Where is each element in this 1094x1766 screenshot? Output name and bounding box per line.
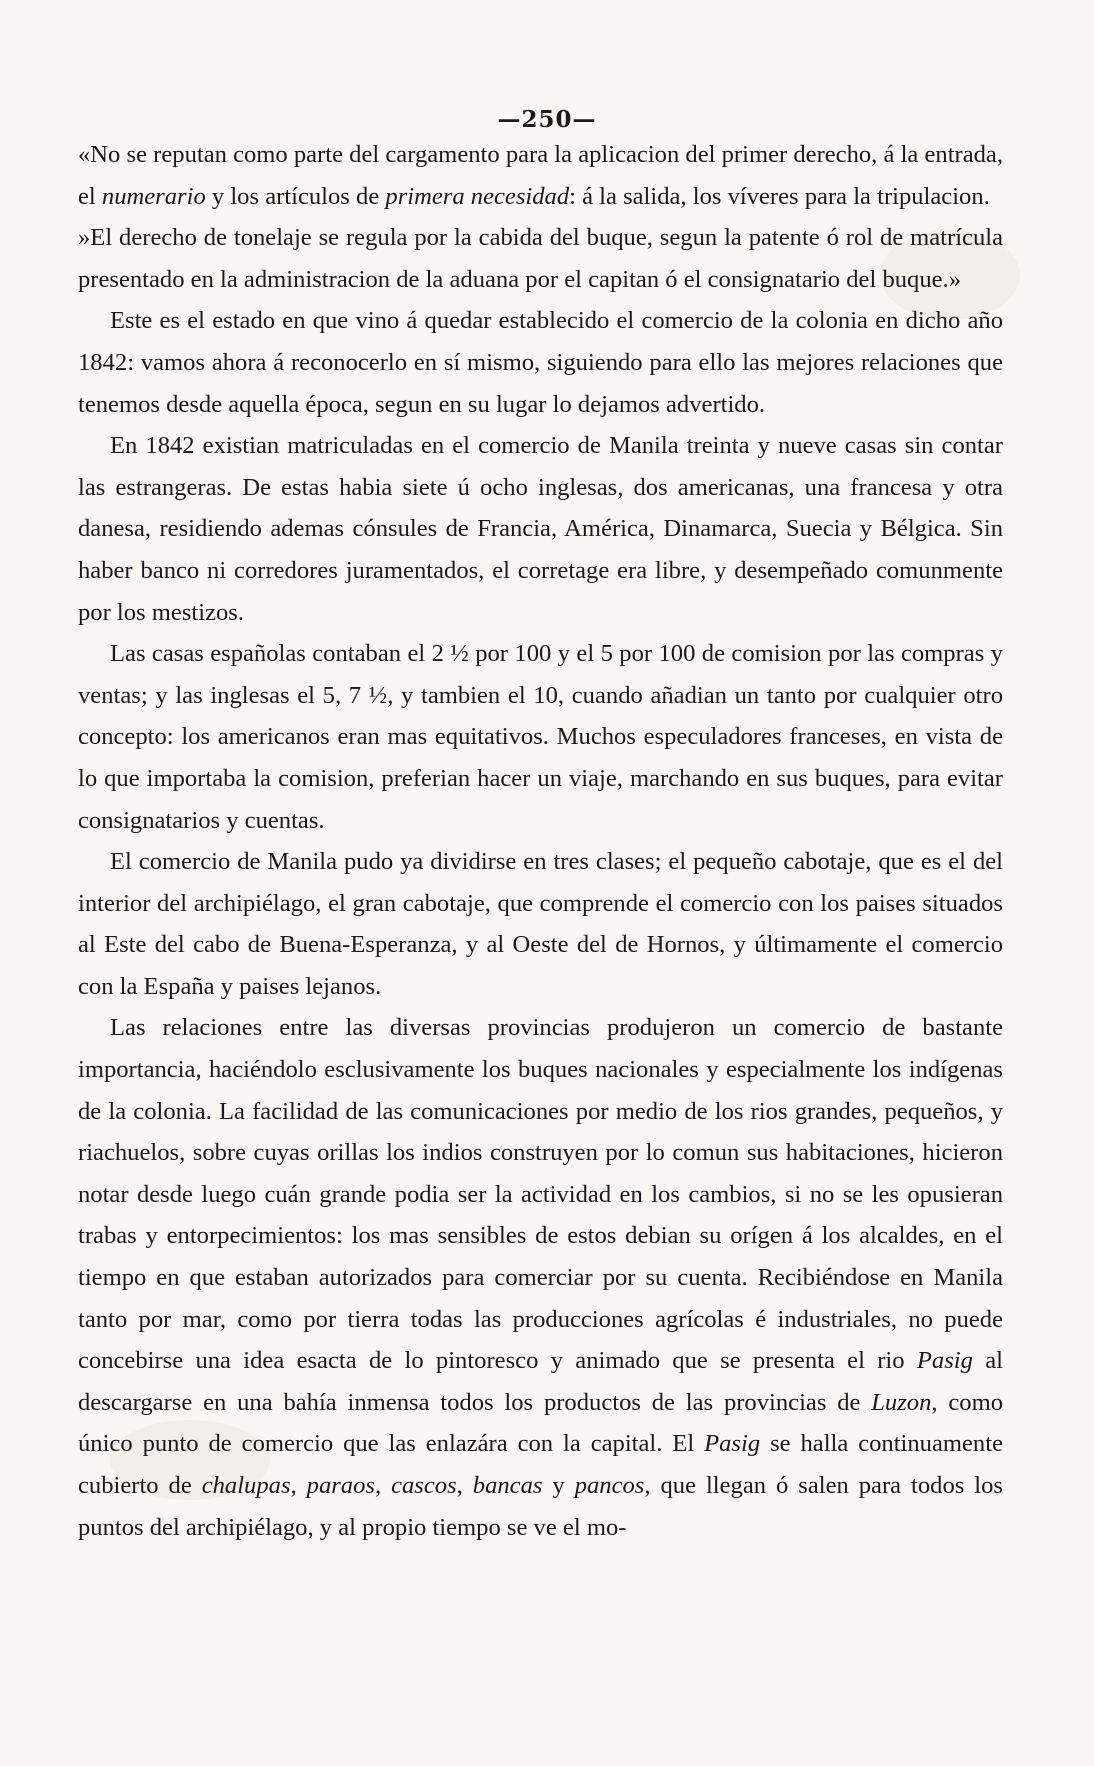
italic-term: Luzon [871, 1388, 932, 1416]
italic-term: Pasig [916, 1347, 973, 1375]
text-run: al descargarse en una bahía inmensa todos los productos de las provincias de [78, 1347, 1003, 1416]
body-text [78, 134, 1003, 1548]
text-run: se halla continuamente cubierto de [78, 1430, 1003, 1499]
page-number: —250— [497, 106, 597, 133]
italic-term: cascos [391, 1472, 457, 1499]
paragraph-commission-rates [78, 633, 1003, 841]
text-run: Las relaciones entre las diversas provincias produjeron un comercio de bastante importancia, haciéndolo esclusivamente los buques nacionales y especialmente los indígenas de la colonia. La facilidad de las comunicaciones por medio de los rios grandes, pequeños, y riachuelos, sobre cuyas orillas los indios construyen por lo comun sus habitaciones, hicieron notar desde luego cuán grande podia ser la actividad en los cambios, si no se les opusieran trabas y entorpecimientos: los mas sensibles de estos debian su orígen á los alcaldes, en el tiempo en que estaban autorizados para comerciar por su cuenta. Recibiéndose en Manila tanto por mar, como por tierra todas las producciones agrícolas é industriales, no puede concebirse una idea esacta de lo pintoresco y animado que se presenta el rio [78, 1014, 1003, 1375]
paragraph-provincial-relations [78, 1007, 1003, 1548]
italic-term: chalupas [201, 1472, 291, 1499]
paragraph-registered-houses [78, 425, 1003, 633]
paragraph-tariff-exemptions [78, 134, 1003, 217]
text-run: : á la salida, los víveres para la tripulacion. [569, 182, 990, 210]
text-run: , [374, 1472, 392, 1499]
italic-term: Pasig [704, 1430, 761, 1458]
italic-term: pancos [574, 1472, 645, 1499]
paragraph-tonnage-duty [78, 217, 1003, 300]
text-run: »El derecho de tonelaje se regula por la cabida del buque, segun la patente ó rol de matrícula presentado en la administracion de la aduana por el capitan ó el consignatario del buque.» [78, 224, 1003, 293]
text-run: , como único punto de comercio que las enlazára con la capital. El [78, 1388, 1004, 1458]
text-run: y los artículos de [205, 182, 386, 210]
text-run: «No se reputan como parte del cargamento para la aplicacion del primer derecho, á la entrada, el [78, 141, 1003, 210]
italic-term: numerario [101, 182, 206, 210]
text-run: El comercio de Manila pudo ya dividirse en tres clases; el pequeño cabotaje, que es el del interior del archipiélago, el gran cabotaje, que comprende el comercio con los paises situados al Este del cabo de Buena-Esperanza, y al Oeste del de Hornos, y últimamente el comercio con la España y paises lejanos. [78, 848, 1003, 1000]
italic-term: primera necesidad [385, 182, 570, 210]
text-run: En 1842 existian matriculadas en el comercio de Manila treinta y nueve casas sin contar las estrangeras. De estas habia siete ú ocho inglesas, dos americanas, una francesa y otra danesa, residiendo ademas cónsules de Francia, América, Dinamarca, Suecia y Bélgica. Sin haber banco ni corredores juramentados, el corretage era libre, y desempeñado comunmente por los mestizos. [78, 432, 1003, 626]
paragraph-commerce-state-1842 [78, 300, 1003, 425]
text-run: Las casas españolas contaban el 2 ½ por 100 y el 5 por 100 de comision por las compras y ventas; y las inglesas el 5, 7 ½, y tambien el 10, cuando añadian un tanto por cualquier otro concepto: los americanos eran mas equitativos. Muchos especuladores franceses, en vista de lo que importaba la comision, preferian hacer un viaje, marchando en sus buques, para evitar consignatarios y cuentas. [78, 640, 1003, 834]
italic-term: bancas [472, 1472, 543, 1499]
text-run: , [290, 1472, 307, 1499]
text-run: , [456, 1472, 473, 1499]
text-run: Este es el estado en que vino á quedar establecido el comercio de la colonia en dicho año 1842: vamos ahora á reconocerlo en sí mismo, siguiendo para ello las mejores relaciones que tenemos desde aquella época, segun en su lugar lo dejamos advertido. [78, 307, 1003, 418]
italic-term: paraos [306, 1472, 375, 1499]
text-run: y [542, 1472, 575, 1499]
paragraph-commerce-classes [78, 841, 1003, 1007]
text-run: , que llegan ó salen para todos los puntos del archipiélago, y al propio tiempo se ve el mo- [78, 1472, 1003, 1541]
